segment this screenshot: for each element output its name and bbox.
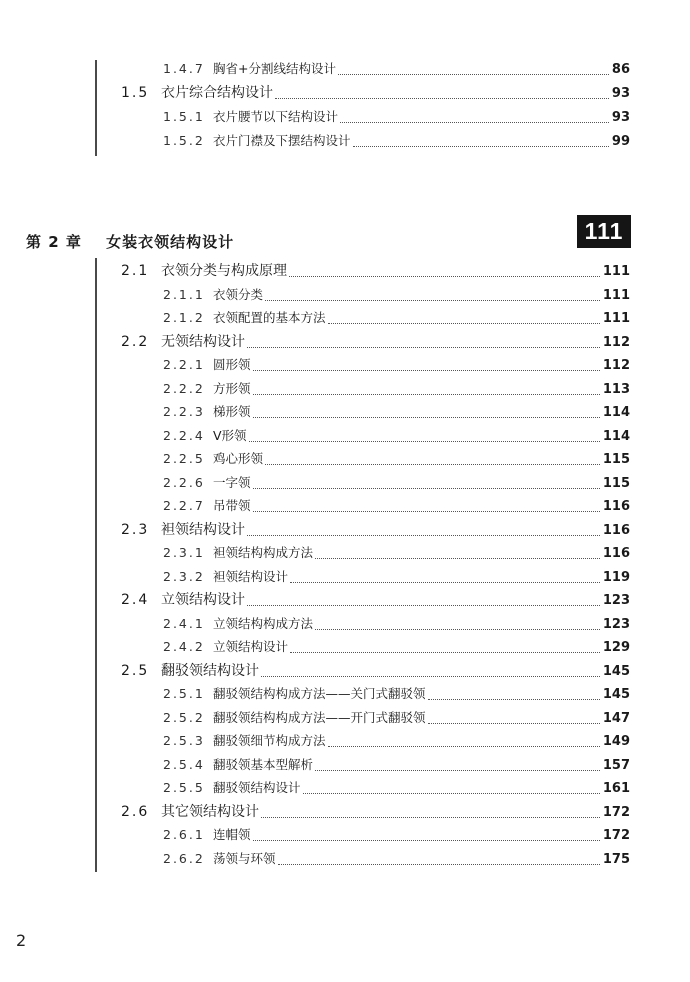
toc-entry: [163, 283, 630, 307]
toc-entry-number: 1.5.1: [163, 109, 205, 124]
toc-entry: [121, 588, 630, 612]
toc-leader-dots: [253, 369, 600, 371]
toc-entry-title: 方形领: [213, 380, 251, 396]
toc-entry-number: 2.5.4: [163, 756, 205, 772]
toc-leader-dots: [265, 463, 600, 465]
toc-entry-page: 145: [602, 663, 630, 679]
toc-leader-dots: [328, 322, 600, 324]
toc-entry-page: 147: [602, 710, 630, 726]
chapter-heading: [26, 231, 234, 252]
toc-entry-page: 86: [611, 62, 630, 77]
toc-leader-dots: [275, 97, 609, 99]
toc-rule-top: [95, 60, 97, 156]
toc-leader-dots: [289, 275, 600, 277]
toc-entry-page: 112: [602, 334, 630, 350]
toc-entry-number: 2.3.2: [163, 568, 205, 584]
toc-entry-page: 111: [602, 287, 630, 303]
toc-entry: [163, 306, 630, 330]
toc-leader-dots: [261, 675, 600, 677]
toc-entry-title: 衣领配置的基本方法: [213, 310, 326, 325]
toc-entry-number: 2.4.1: [163, 615, 205, 631]
toc-leader-dots: [328, 745, 600, 747]
toc-entry-number: 2.2.3: [163, 404, 205, 419]
toc-entry: [163, 541, 630, 565]
toc-entry: [163, 847, 630, 871]
toc-entry-number: 2.2.4: [163, 427, 205, 443]
toc-entry-number: 2.2: [121, 333, 150, 350]
toc-entry: [163, 377, 630, 401]
toc-leader-dots: [315, 628, 600, 630]
toc-entry-title: V形领: [213, 427, 247, 443]
toc-entry-number: 1.5: [121, 85, 150, 101]
toc-entry: [121, 259, 630, 283]
toc-entry-title: 衣领分类: [213, 286, 264, 302]
toc-leader-dots: [315, 557, 600, 559]
toc-entry-page: 114: [602, 428, 630, 444]
toc-entry-number: 2.3.1: [163, 545, 205, 560]
toc-entry-number: 2.4: [121, 592, 150, 608]
toc-entry-number: 2.1.2: [163, 310, 205, 325]
toc-entry-title: 鸡心形领: [213, 451, 264, 466]
toc-entry-number: 1.5.2: [163, 133, 205, 148]
toc-entry-page: 115: [602, 452, 630, 467]
toc-entry-number: 2.2.2: [163, 380, 205, 396]
toc-entry-title: 翻驳领结构构成方法——开门式翻驳领: [213, 709, 426, 725]
toc-entry-page: 111: [602, 264, 630, 279]
toc-leader-dots: [247, 534, 600, 536]
toc-entry-title: 翻驳领结构设计: [161, 662, 259, 679]
toc-leader-dots: [303, 792, 600, 794]
toc-entry-number: 2.5.1: [163, 686, 205, 701]
toc-leader-dots: [290, 651, 600, 653]
toc-entry-title: 衣领分类与构成原理: [161, 263, 287, 279]
toc-leader-dots: [278, 863, 600, 865]
toc-entry-number: 2.3: [121, 521, 150, 538]
toc-leader-dots: [253, 510, 600, 512]
toc-entry-title: 袒领结构设计: [161, 521, 245, 538]
toc-entry-number: 2.4.2: [163, 639, 205, 654]
toc-leader-dots: [261, 816, 600, 818]
toc-entry-page: 145: [602, 687, 630, 702]
toc-entry-title: 无领结构设计: [161, 333, 245, 350]
toc-leader-dots: [338, 73, 609, 75]
toc-entry: [163, 353, 630, 377]
toc-entry: [121, 330, 630, 354]
toc-entry-number: 2.6.2: [163, 850, 205, 866]
chapter-page-badge: 111: [577, 215, 631, 248]
toc-entry: [163, 776, 630, 800]
toc-entry-title: 袒领结构构成方法: [213, 545, 314, 560]
toc-entry-title: 衣片腰节以下结构设计: [213, 109, 339, 124]
footer-page-number: 2: [16, 931, 27, 950]
toc-leader-dots: [340, 121, 609, 123]
toc-leader-dots: [247, 346, 600, 348]
toc-entry-page: 129: [602, 640, 630, 655]
toc-entry-page: 123: [602, 593, 630, 608]
toc-entry-title: 衣片综合结构设计: [161, 85, 273, 101]
toc-entry-page: 116: [602, 522, 630, 538]
toc-entry-page: 113: [602, 381, 630, 397]
toc-entry-page: 93: [611, 110, 630, 125]
toc-entry-title: 立领结构设计: [213, 639, 289, 654]
toc-entry: [121, 659, 630, 683]
toc-entry-number: 2.5.3: [163, 733, 205, 748]
toc-entry-page: 123: [602, 616, 630, 632]
toc-entry: [121, 81, 630, 105]
toc-entry-number: 2.2.1: [163, 357, 205, 372]
toc-entry-page: 149: [602, 734, 630, 749]
toc-entry-page: 99: [611, 134, 630, 149]
toc-leader-dots: [353, 145, 609, 147]
toc-entry-page: 161: [602, 781, 630, 796]
toc-entry-title: 梯形领: [213, 404, 251, 419]
toc-entry-number: 2.6: [121, 803, 150, 820]
toc-entry-page: 172: [602, 828, 630, 843]
toc-leader-dots: [249, 440, 600, 442]
toc-entry: [163, 682, 630, 706]
toc-leader-dots: [290, 581, 600, 583]
toc-entry: [163, 447, 630, 471]
toc-entry: [163, 400, 630, 424]
toc-entry-page: 175: [602, 851, 630, 867]
toc-leader-dots: [253, 393, 600, 395]
toc-entry-title: 翻驳领结构构成方法——关门式翻驳领: [213, 686, 426, 701]
toc-entry-number: 2.2.6: [163, 474, 205, 490]
toc-entry-number: 2.1: [121, 263, 150, 279]
toc-leader-dots: [253, 839, 600, 841]
toc-entry-title: 其它领结构设计: [161, 803, 259, 820]
toc-leader-dots: [247, 604, 600, 606]
toc-entry: [163, 706, 630, 730]
chapter-number: 第 2 章: [26, 233, 82, 251]
toc-entry-title: 翻驳领结构设计: [213, 780, 301, 795]
toc-entry-number: 1.4.7: [163, 61, 205, 76]
toc-entry: [163, 105, 630, 129]
toc-entry-number: 2.5: [121, 662, 150, 679]
chapter-title: 女装衣领结构设计: [106, 233, 235, 251]
toc-entry: [163, 635, 630, 659]
toc-entry-page: 111: [602, 311, 630, 326]
toc-entry-number: 2.2.5: [163, 451, 205, 466]
toc-entry: [163, 729, 630, 753]
toc-entry-page: 119: [602, 569, 630, 585]
toc-entry: [163, 424, 630, 448]
toc-entry: [121, 518, 630, 542]
toc-leader-dots: [253, 416, 600, 418]
toc-entry-title: 连帽领: [213, 827, 251, 842]
toc-entry-title: 衣片门襟及下摆结构设计: [213, 133, 351, 148]
toc-entry: [163, 612, 630, 636]
toc-entry-number: 2.1.1: [163, 286, 205, 302]
toc-entry: [163, 129, 630, 153]
toc-leader-dots: [265, 299, 600, 301]
toc-entry-number: 2.5.5: [163, 780, 205, 795]
toc-entry-page: 114: [602, 405, 630, 420]
toc-entry-page: 112: [602, 358, 630, 373]
toc-entry: [163, 471, 630, 495]
toc-entry-title: 翻驳领基本型解析: [213, 756, 314, 772]
toc-entry-title: 立领结构构成方法: [213, 615, 314, 631]
toc-entry-title: 一字领: [213, 474, 251, 490]
toc-entry-page: 116: [602, 499, 630, 514]
toc-leader-dots: [428, 722, 600, 724]
toc-entry-page: 93: [611, 86, 630, 101]
toc-rule-chapter: [95, 258, 97, 872]
toc-entry-number: 2.2.7: [163, 498, 205, 513]
toc-entry: [121, 800, 630, 824]
toc-entry-title: 吊带领: [213, 498, 251, 513]
toc-entry-title: 荡领与环领: [213, 850, 276, 866]
toc-leader-dots: [428, 698, 600, 700]
toc-entry: [163, 565, 630, 589]
toc-entry-page: 172: [602, 804, 630, 820]
toc-entry: [163, 753, 630, 777]
toc-leader-dots: [253, 487, 600, 489]
toc-entry-page: 157: [602, 757, 630, 773]
toc-entry-title: 圆形领: [213, 357, 251, 372]
toc-entry: [163, 823, 630, 847]
toc-entry-title: 翻驳领细节构成方法: [213, 733, 326, 748]
toc-entry-page: 116: [602, 546, 630, 561]
toc-entry-page: 115: [602, 475, 630, 491]
toc-entry-number: 2.5.2: [163, 709, 205, 725]
toc-entry-number: 2.6.1: [163, 827, 205, 842]
toc-entry: [163, 57, 630, 81]
toc-entry-title: 立领结构设计: [161, 592, 245, 608]
toc-leader-dots: [315, 769, 600, 771]
toc-entry: [163, 494, 630, 518]
toc-entry-title: 胸省+分割线结构设计: [213, 61, 336, 76]
toc-entry-title: 袒领结构设计: [213, 568, 289, 584]
